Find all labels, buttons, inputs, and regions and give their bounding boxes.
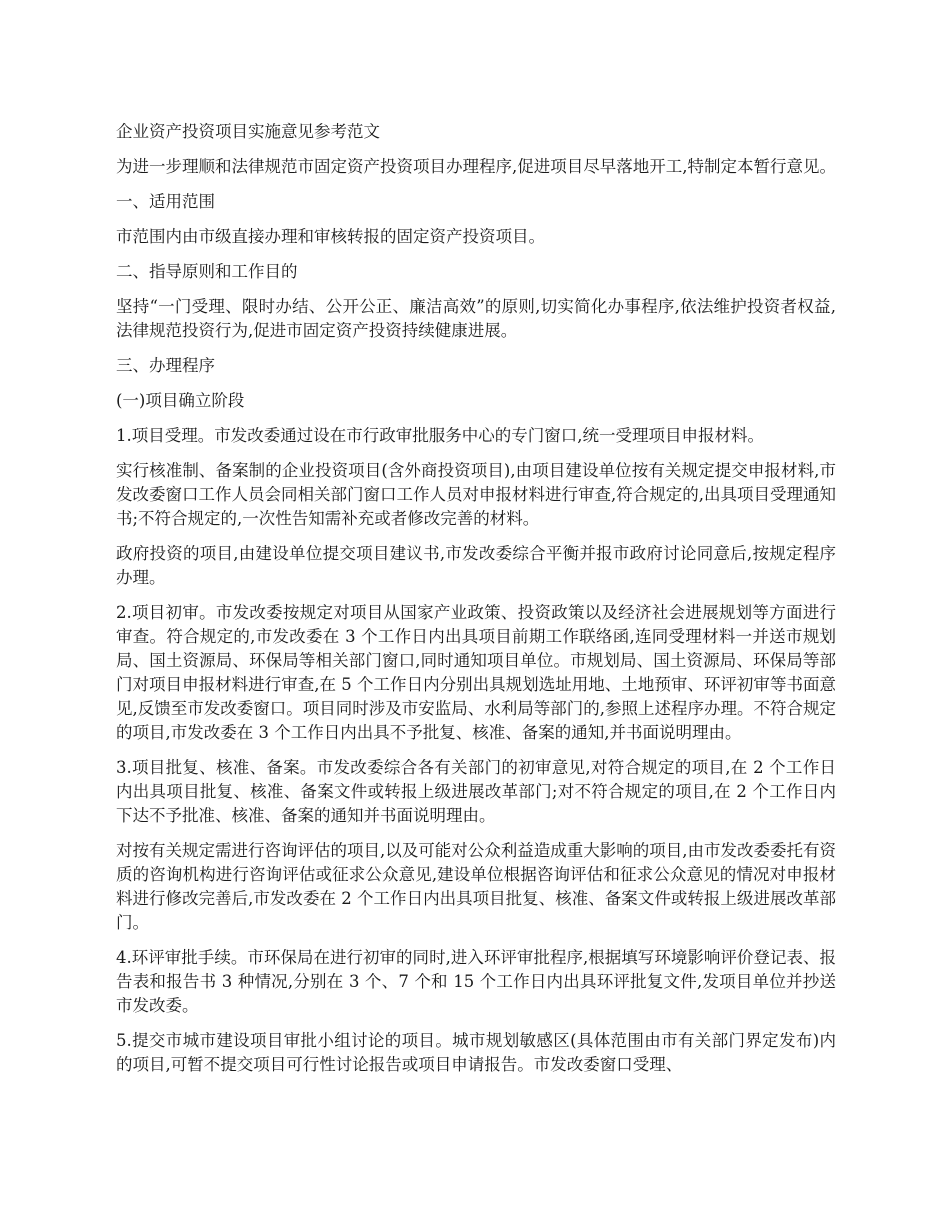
document-title: 企业资产投资项目实施意见参考范文 xyxy=(116,122,380,141)
section-heading: 二、指导原则和工作目的 xyxy=(116,262,298,281)
paragraph: 1.项目受理。市发改委通过设在市行政审批服务中心的专门窗口,统一受理项目申报材料。 xyxy=(116,426,764,445)
paragraph: 政府投资的项目,由建设单位提交项目建议书,市发改委综合平衡并报市政府讨论同意后,按规定程序办理。 xyxy=(116,544,836,587)
paragraph: 市范围内由市级直接办理和审核转报的固定资产投资项目。 xyxy=(116,227,545,246)
subsection-heading: (一)项目确立阶段 xyxy=(116,391,245,410)
paragraph: 5.提交市城市建设项目审批小组讨论的项目。城市规划敏感区(具体范围由市有关部门界定发布)内的项目,可暂不提交项目可行性讨论报告或项目申请报告。市发改委窗口受理、 xyxy=(116,1031,836,1074)
paragraph: 为进一步理顺和法律规范市固定资产投资项目办理程序,促进项目尽早落地开工,特制定本暂行意见。 xyxy=(116,157,836,176)
paragraph: 2.项目初审。市发改委按规定对项目从国家产业政策、投资政策以及经济社会进展规划等方面进行审查。符合规定的,市发改委在 3 个工作日内出具项目前期工作联络函,连同受理材料一并送市规划局、国土资源局、环保局等相关部门窗口,同时通知项目单位。市规划局、国土资源局、环保局等部门对项目申报材料进行审查,在 5 个工作日内分别出具规划选址用地、土地预审、环评初审等书面意见,反馈至市发改委窗口。项目同时涉及市安监局、水利局等部门的,参照上述程序办理。不符合规定的项目,市发改委在 3 个工作日内出具不予批复、核准、备案的通知,并书面说明理由。 xyxy=(116,603,836,742)
paragraph: 3.项目批复、核准、备案。市发改委综合各有关部门的初审意见,对符合规定的项目,在 2 个工作日内出具项目批复、核准、备案文件或转报上级进展改革部门;对不符合规定的项目,在 2 个工作日内下达不予批准、核准、备案的通知并书面说明理由。 xyxy=(116,758,836,825)
paragraph: 实行核准制、备案制的企业投资项目(含外商投资项目),由项目建设单位按有关规定提交申报材料,市发改委窗口工作人员会同相关部门窗口工作人员对申报材料进行审查,符合规定的,出具项目受理通知书;不符合规定的,一次性告知需补充或者修改完善的材料。 xyxy=(116,461,836,528)
paragraph: 对按有关规定需进行咨询评估的项目,以及可能对公众利益造成重大影响的项目,由市发改委委托有资质的咨询机构进行咨询评估或征求公众意见,建设单位根据咨询评估和征求公众意见的情况对申报材料进行修改完善后,市发改委在 2 个工作日内出具项目批复、核准、备案文件或转报上级进展改革部门。 xyxy=(116,841,836,932)
paragraph: 坚持“一门受理、限时办结、公开公正、廉洁高效”的原则,切实简化办事程序,依法维护投资者权益,法律规范投资行为,促进市固定资产投资持续健康进展。 xyxy=(116,297,836,340)
paragraph: 4.环评审批手续。市环保局在进行初审的同时,进入环评审批程序,根据填写环境影响评价登记表、报告表和报告书 3 种情况,分别在 3 个、7 个和 15 个工作日内出具环评批复文件,发项目单位并抄送市发改委。 xyxy=(116,948,836,1015)
document-page xyxy=(116,120,836,1088)
section-heading: 一、适用范围 xyxy=(116,192,215,211)
section-heading: 三、办理程序 xyxy=(116,356,215,375)
